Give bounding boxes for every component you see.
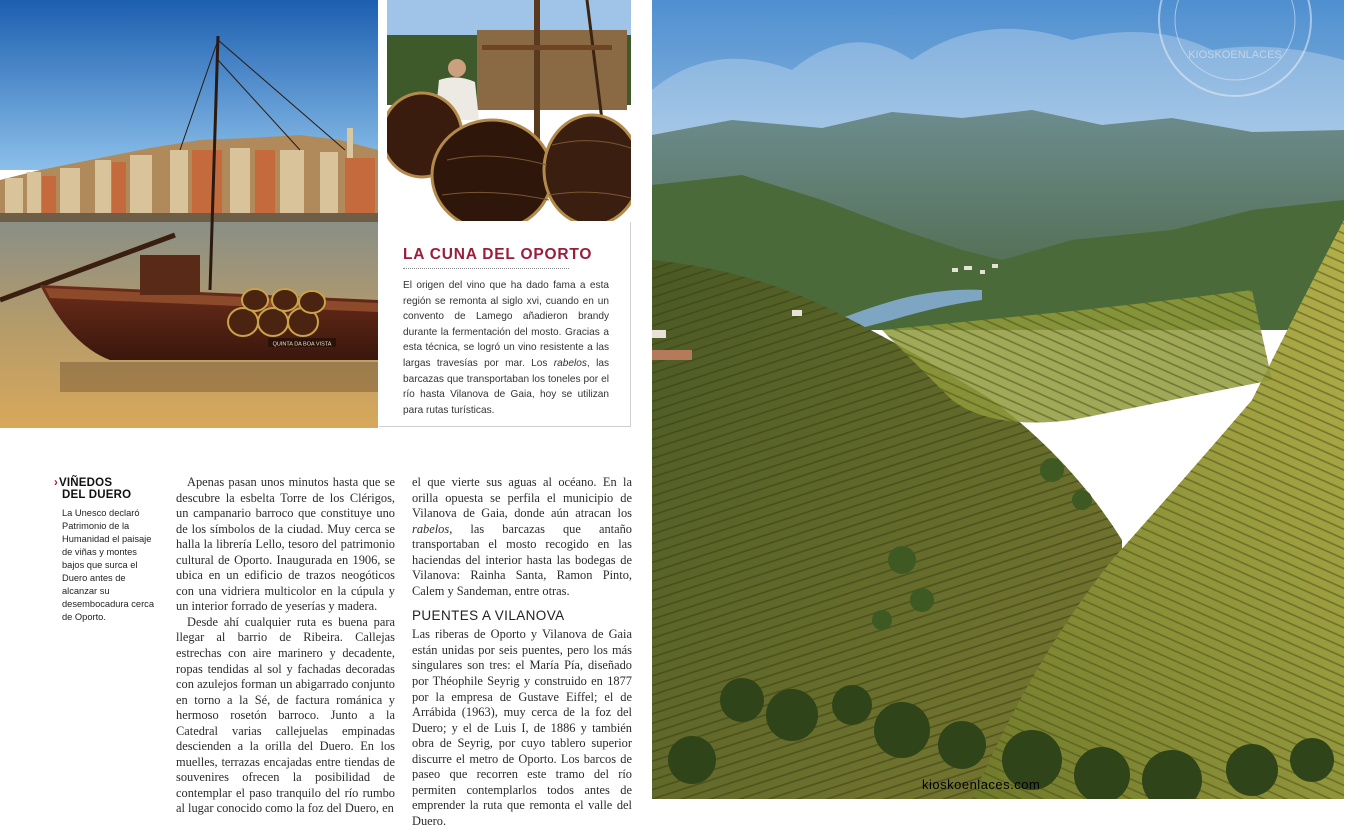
caption-arrow-icon: › — [54, 477, 59, 489]
caption-title: ›VIÑEDOS DEL DUERO — [54, 477, 132, 501]
stamp-text: KIOSKOENLACES — [1188, 49, 1282, 61]
body-column-1 — [176, 475, 395, 817]
porto-boat-photo — [0, 0, 378, 428]
body-paragraph: Las riberas de Oporto y Vilanova de Gaia están unidas por seis puentes, pero los más singulares son tres: el María Pía, diseñado por Théophile Seyrig y construido en 1877 por la empresa de Gustave Eiffel; el de Arrábida (1963), muy cerca de la foz del Duero; y el de Luis I, de 1886 y también obra de Seyrig, por cuyo tablero superior discurre el metro de Oporto. Los barcos de paseo que recorren este tramo del río permiten contemplarlos todos antes de emprender la ruta que remonta el valle del Duero. — [412, 627, 632, 828]
body-column-2 — [412, 475, 632, 829]
body-paragraph: Apenas pasan unos minutos hasta que se descubre la esbelta Torre de los Clérigos, un campanario barroco que constituye uno de los símbolos de la ciudad. Muy cerca se halla la librería Lello, tesoro del patrimonio cultural de Oporto. Inaugurada en 1906, se ubica en un edificio de trazos neogóticos con una vidriera multicolor en la cúpula y un interior forrado de yeserías y madera. — [176, 475, 395, 614]
site-watermark: kioskoenlaces.com — [922, 777, 1041, 792]
sidebar-box — [379, 222, 631, 427]
douro-vineyard-photo — [652, 0, 1344, 799]
barrels-photo — [387, 0, 631, 221]
caption-text: La Unesco declaró Patrimonio de la Humanidad el paisaje de viñas y montes bajos que surca el Duero antes de alcanzar su desembocadura cerca de Oporto. — [62, 508, 154, 622]
sidebar-title: LA CUNA DEL OPORTO — [403, 246, 593, 263]
body-paragraph: Desde ahí cualquier ruta es buena para llegar al barrio de Ribeira. Callejas estrechas con aire marinero y decadente, ropas tendidas al sol y fachadas decoradas con azulejos forman un abigarrado conjunto en torno a la Sé, de factura románica y hermoso rosetón barroco. Junto a la Catedral varias callejuelas empinadas descienden a la orilla del Duero. En los muelles, terrazas encajadas entre tiendas de souvenires ofrecen la posibilidad de contemplar el paso tranquilo del río rumbo al lugar conocido como la foz del Duero, en — [176, 614, 395, 816]
body-paragraph: el que vierte sus aguas al océano. En la orilla opuesta se perfila el municipio de Vilanova de Gaia, donde aún atracan los rabelos, las barcazas que antaño transportaban el mosto recogido en las haciendas del interior hasta las bodegas de Vilanova: Rainha Santa, Ramon Pinto, Calem y Sandeman, entre otras. — [412, 475, 632, 598]
section-subhead: PUENTES A VILANOVA — [412, 608, 565, 624]
sidebar-text: El origen del vino que ha dado fama a esta región se remonta al siglo xvi, cuando en un convento de Lamego añadieron brandy durante la fermentación del mosto. Gracias a esta técnica, se logró un vino resistente a las largas travesías por mar. Los rabelos, las barcazas que transportaban los toneles por el río hasta Vilanova de Gaia, hoy se utilizan para rutas turísticas. — [403, 280, 609, 416]
sidebar-divider — [403, 268, 569, 269]
boat-name-label: QUINTA DA BOA VISTA — [272, 341, 332, 348]
